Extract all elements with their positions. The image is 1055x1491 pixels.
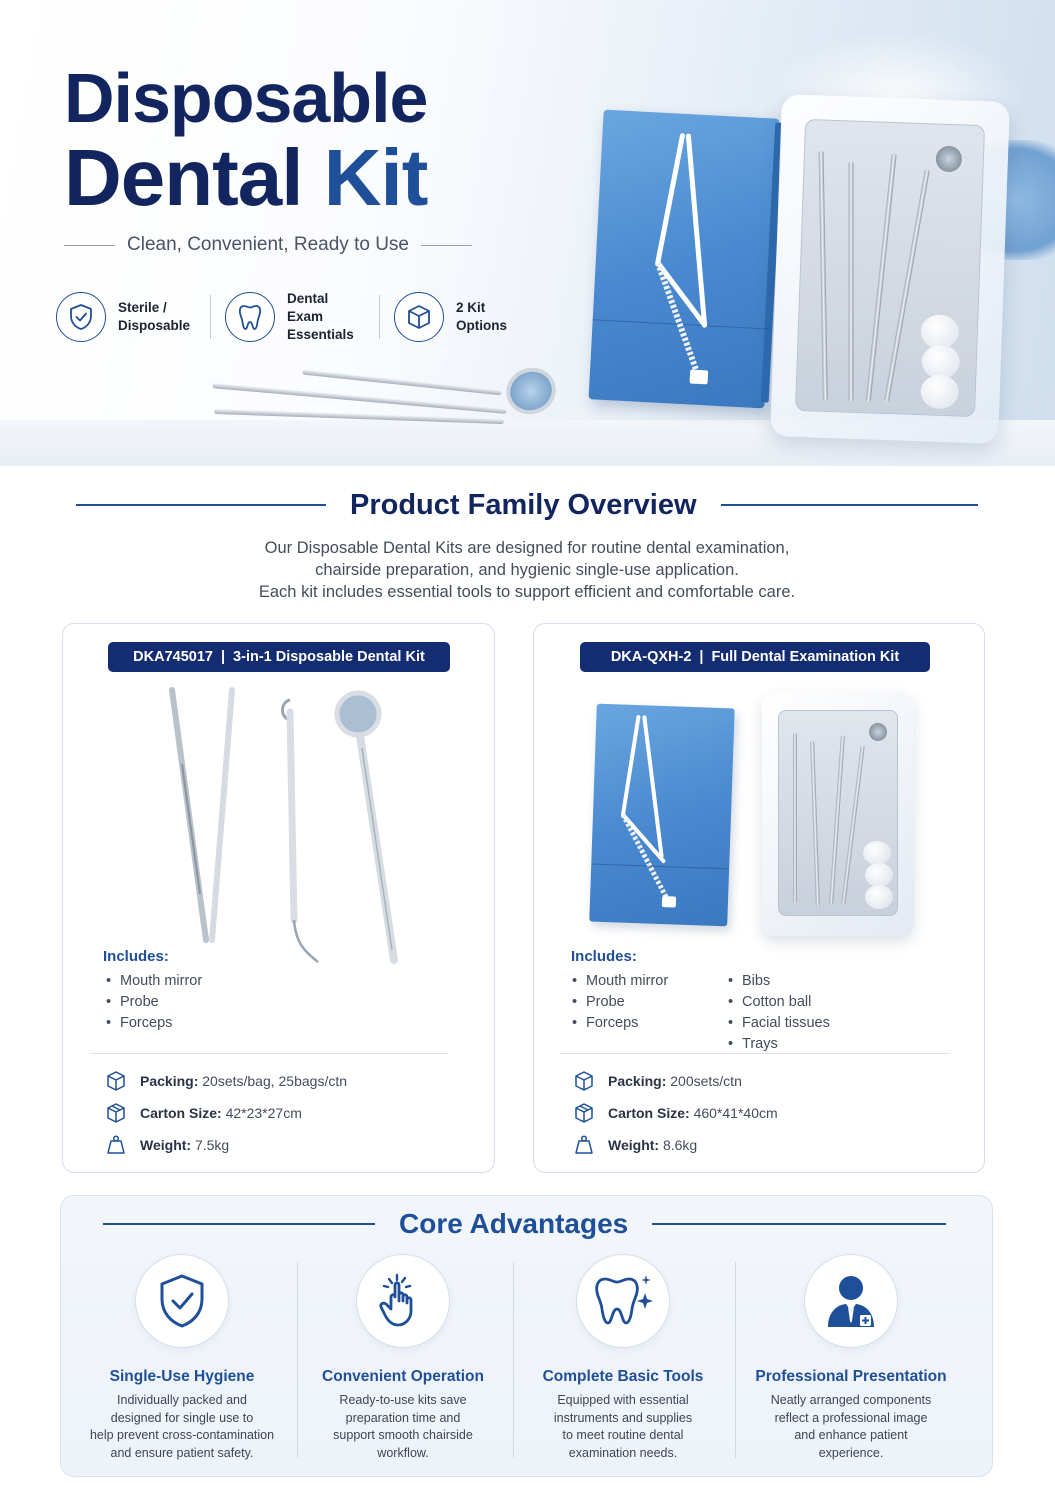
kit-separator: |	[220, 649, 226, 665]
advantage-title: Professional Presentation	[755, 1368, 947, 1385]
spec-label: Weight:	[608, 1137, 660, 1153]
badge-divider	[210, 295, 211, 339]
spec-label: Carton Size:	[140, 1105, 222, 1121]
hero-title-kit: Kit	[323, 133, 428, 222]
cotton-ball	[865, 863, 893, 887]
tray-instrument	[849, 162, 854, 402]
advantage-professional	[741, 1254, 961, 1462]
badge-line: Sterile /	[118, 300, 167, 315]
kit2-includes-list-col2	[728, 971, 830, 1055]
spec-label: Packing:	[140, 1073, 199, 1089]
hero-title-line1: Disposable	[64, 59, 428, 137]
kit1-includes-list	[106, 971, 202, 1034]
desc-line: to meet routine dental	[562, 1428, 684, 1442]
kit-code: DKA-QXH-2	[610, 649, 692, 665]
desc-line: Ready-to-use kits save	[339, 1393, 467, 1407]
tray-instrument	[810, 741, 820, 906]
badge-dental-exam	[225, 290, 379, 344]
advantage-title: Complete Basic Tools	[542, 1368, 704, 1385]
tray-cavity	[795, 119, 985, 417]
desc-line: Equipped with essential	[557, 1393, 689, 1407]
heading-rule-right	[721, 504, 978, 506]
overview-heading-row	[76, 486, 978, 524]
carton-icon	[104, 1102, 128, 1124]
sparkle-tooth-icon	[576, 1254, 670, 1348]
doctor-icon	[804, 1254, 898, 1348]
weight-icon	[572, 1134, 596, 1156]
hero-probe	[302, 370, 501, 396]
badge-line: Dental Exam	[287, 291, 329, 324]
tray-mirror	[867, 721, 889, 743]
tray-instrument	[841, 745, 864, 904]
desc-line: Neatly arranged components	[770, 1393, 932, 1407]
kit-separator: |	[699, 649, 704, 665]
kit-name: 3-in-1 Disposable Dental Kit	[233, 649, 425, 665]
list-item: • Bibs	[728, 971, 830, 992]
overview-description	[127, 537, 927, 603]
tooth-icon	[225, 292, 275, 342]
hero-title-dental: Dental	[64, 133, 303, 222]
badge-line: Options	[456, 318, 507, 333]
desc-line: Individually packed and	[117, 1393, 247, 1407]
list-item: • Mouth mirror	[572, 971, 668, 992]
kit1-divider	[90, 1053, 448, 1054]
tray-instrument	[819, 151, 828, 401]
kit2-divider	[560, 1053, 950, 1054]
list-item: • Cotton ball	[728, 992, 830, 1013]
kit2-carton	[572, 1102, 778, 1124]
desc-line: workflow.	[377, 1445, 429, 1460]
desc-line: instruments and supplies	[553, 1410, 693, 1425]
subtitle-rule-left	[64, 245, 115, 246]
tray-mirror	[932, 142, 965, 175]
cotton-ball	[865, 885, 893, 909]
desc-line: experience.	[818, 1445, 884, 1460]
list-item: • Mouth mirror	[106, 971, 202, 992]
heading-rule-right	[652, 1223, 946, 1225]
cotton-ball	[920, 374, 959, 409]
kit1-weight	[104, 1134, 229, 1156]
spec-label: Weight:	[140, 1137, 192, 1153]
badge-kit-options	[394, 292, 548, 342]
kit2-includes-list-col1	[572, 971, 668, 1034]
shield-check-icon	[135, 1254, 229, 1348]
badge-line: 2 Kit	[456, 300, 486, 315]
badge-options-label	[456, 299, 532, 335]
overview-desc-line: chairside preparation, and hygienic single-use application.	[315, 561, 739, 579]
list-item: • Probe	[106, 992, 202, 1013]
hand-tap-icon	[356, 1254, 450, 1348]
desc-line: designed for single use to	[110, 1410, 254, 1425]
kit2-packing	[572, 1070, 742, 1092]
list-item: • Forceps	[106, 1013, 202, 1034]
badge-line: Essentials	[287, 327, 354, 342]
kit-title-pill	[108, 642, 450, 672]
desc-line: examination needs.	[568, 1445, 678, 1460]
hero-badges	[56, 290, 548, 344]
kit1-packing	[104, 1070, 347, 1092]
hero-subtitle-row	[64, 232, 472, 258]
kit-code: DKA745017	[133, 649, 213, 665]
desc-line: help prevent cross-contamination	[89, 1428, 275, 1442]
spec-label: Packing:	[608, 1073, 667, 1089]
bib-clip-chain	[589, 704, 735, 927]
advantage-divider	[735, 1262, 736, 1458]
advantage-desc	[293, 1392, 513, 1462]
badge-dental-label	[287, 290, 363, 344]
badge-sterile-label	[118, 299, 194, 335]
advantage-title: Single-Use Hygiene	[109, 1368, 255, 1385]
badge-line: Disposable	[118, 318, 191, 333]
heading-rule-left	[76, 504, 326, 506]
weight-icon	[104, 1134, 128, 1156]
cotton-ball	[863, 841, 891, 865]
hero-sealed-tray	[770, 94, 1010, 444]
advantage-single-use	[72, 1254, 292, 1462]
advantage-desc	[741, 1392, 961, 1462]
spec-value: 42*23*27cm	[225, 1105, 302, 1121]
overview-title: Product Family Overview	[350, 488, 697, 521]
advantages-heading-row	[103, 1206, 946, 1242]
desc-line: support smooth chairside	[333, 1428, 473, 1442]
kit2-includes-title: Includes:	[571, 948, 637, 965]
badge-sterile	[56, 292, 210, 342]
mouth-mirror-illustration	[330, 688, 410, 968]
list-item: • Probe	[572, 992, 668, 1013]
carton-icon	[572, 1102, 596, 1124]
desc-line: reflect a professional image	[774, 1410, 928, 1425]
probe-illustration	[272, 690, 332, 970]
spec-value: 460*41*40cm	[693, 1105, 778, 1121]
advantage-convenient	[293, 1254, 513, 1462]
kit2-sealed-tray	[762, 692, 914, 936]
advantage-complete-tools	[513, 1254, 733, 1462]
forceps-illustration	[160, 684, 250, 954]
badge-divider	[379, 295, 380, 339]
advantage-title: Convenient Operation	[322, 1368, 484, 1385]
desc-line: and ensure patient safety.	[110, 1445, 254, 1460]
subtitle-rule-right	[421, 245, 472, 246]
advantage-desc	[72, 1392, 292, 1462]
kit1-carton	[104, 1102, 302, 1124]
tray-instrument	[793, 733, 797, 903]
list-item: • Facial tissues	[728, 1013, 830, 1034]
bib-clip-chain	[589, 110, 780, 409]
overview-desc-line: Each kit includes essential tools to support efficient and comfortable care.	[258, 583, 796, 601]
spec-value: 8.6kg	[662, 1137, 698, 1153]
tray-instrument	[829, 735, 845, 905]
package-icon	[104, 1070, 128, 1092]
hero-title-line2	[64, 134, 427, 222]
spec-value: 7.5kg	[194, 1137, 230, 1153]
shield-check-icon	[56, 292, 106, 342]
advantage-desc	[513, 1392, 733, 1462]
heading-rule-left	[103, 1223, 375, 1225]
hero-subtitle: Clean, Convenient, Ready to Use	[127, 234, 409, 255]
kit-name: Full Dental Examination Kit	[711, 649, 900, 665]
box-icon	[394, 292, 444, 342]
kit1-includes-title: Includes:	[103, 948, 169, 965]
kit2-weight	[572, 1134, 697, 1156]
spec-value: 200sets/ctn	[670, 1073, 742, 1089]
hero-blue-bib	[589, 110, 780, 409]
hero-banner	[0, 0, 1055, 466]
spec-value: 20sets/bag, 25bags/ctn	[202, 1073, 348, 1089]
spec-label: Carton Size:	[608, 1105, 690, 1121]
overview-desc-line: Our Disposable Dental Kits are designed for routine dental examination,	[264, 539, 790, 557]
list-item: • Trays	[728, 1034, 830, 1055]
desc-line: and enhance patient	[794, 1428, 908, 1442]
advantages-title: Core Advantages	[399, 1208, 629, 1239]
desc-line: preparation time and	[345, 1410, 461, 1425]
list-item: • Forceps	[572, 1013, 668, 1034]
tray-cavity	[778, 710, 898, 916]
hero-mouth-mirror	[500, 361, 563, 421]
kit2-blue-bib	[589, 704, 735, 927]
kit-title-pill	[580, 642, 930, 672]
package-icon	[572, 1070, 596, 1092]
